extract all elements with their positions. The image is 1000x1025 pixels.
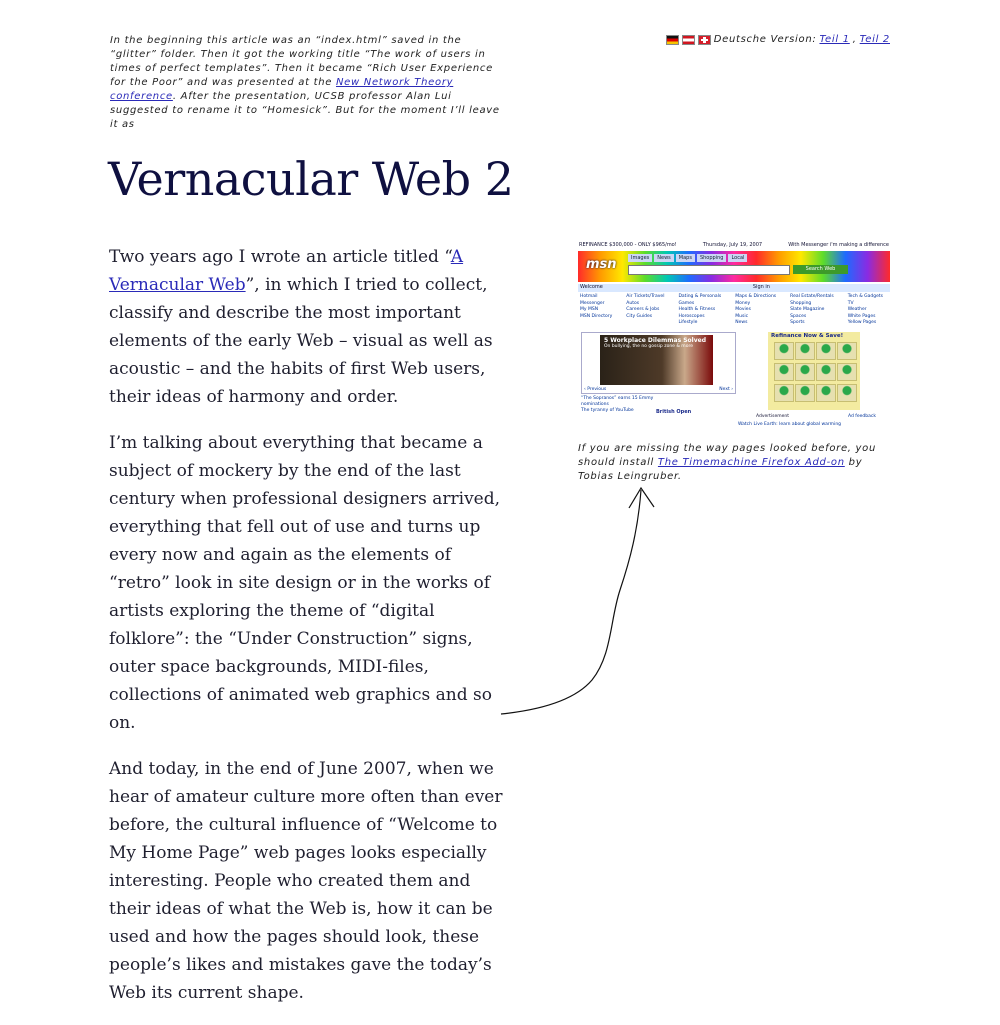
ad-tile <box>816 384 836 402</box>
caption-text-1: If you are missing the way pages looked before, you should install <box>578 443 877 468</box>
msn-link: Music <box>735 313 749 319</box>
msn-nav-item: Shopping <box>697 254 726 262</box>
msn-nav-item: Images <box>628 254 652 262</box>
intro-note <box>110 34 505 132</box>
msn-link: Dating & Personals <box>678 294 722 299</box>
intro-text-1: In the beginning this article was an “index.html” saved in the “glitter” folder. Then it got the working title “The work of users in times of perfect templates”. Then it became “Rich User Experience for the Poor” and was presented at the <box>110 35 493 88</box>
msn-news-item: “The Sopranos” earns 15 Emmy nominations <box>581 396 654 407</box>
msn-col-5 <box>790 294 834 327</box>
msn-promo-sub: On bullying, the no gossip zone & more <box>604 344 693 349</box>
page-title: Vernacular Web 2 <box>108 152 514 206</box>
german-part-1-link[interactable]: Teil 1 <box>819 34 850 45</box>
ad-tile <box>795 363 815 381</box>
msn-link-columns <box>578 292 890 329</box>
msn-nav-item: News <box>654 254 674 262</box>
msn-link: TV <box>847 300 854 306</box>
msn-link: Slate Magazine <box>790 307 825 312</box>
msn-link: My MSN <box>580 307 599 312</box>
msn-sign-in: Sign in <box>752 284 770 290</box>
msn-col-6 <box>848 294 883 327</box>
msn-link: Tech & Gadgets <box>847 294 883 299</box>
msn-nav <box>628 254 747 262</box>
msn-link: Weather <box>847 307 867 312</box>
germany-flag-icon <box>666 35 679 45</box>
arrow-head <box>629 488 654 508</box>
msn-rainbow-header <box>578 251 890 282</box>
austria-flag-icon <box>682 35 695 45</box>
ad-tile <box>816 342 836 360</box>
msn-link: Hotmail <box>580 294 598 299</box>
paragraph-1-text-a: Two years ago I wrote an article titled “ <box>109 247 451 267</box>
msn-prev: ‹ Previous <box>584 387 607 392</box>
msn-ad-feedback: Ad feedback <box>848 414 876 419</box>
msn-link: Movies <box>735 307 751 312</box>
msn-news-item: The tyranny of YouTube <box>581 408 634 413</box>
caption-text-2: by Tobias Leingruber. <box>578 457 863 482</box>
article-body <box>109 243 504 1025</box>
msn-link: Lifestyle <box>678 320 698 325</box>
msn-ad-grid <box>768 340 860 404</box>
msn-link: City Guides <box>626 313 653 319</box>
msn-nav-item: Local <box>728 254 747 262</box>
msn-promo <box>581 332 736 394</box>
ad-tile <box>774 363 794 381</box>
msn-logo: msn <box>586 257 617 272</box>
msn-link: Real Estate/Rentals <box>790 294 834 299</box>
switzerland-flag-icon <box>698 35 711 45</box>
ad-tile <box>837 342 857 360</box>
msn-link: Maps & Directions <box>735 294 777 299</box>
msn-british-open <box>656 398 716 428</box>
msn-link: Careers & Jobs <box>626 307 660 312</box>
ad-tile <box>795 384 815 402</box>
msn-ad-title: Refinance Now & Save! <box>771 333 844 339</box>
msn-british-open-label: British Open <box>656 409 692 415</box>
arrow-line <box>501 490 641 714</box>
msn-welcome: Welcome <box>580 284 603 290</box>
msn-link: Air Tickets/Travel <box>626 294 665 299</box>
new-network-theory-link[interactable]: New Network Theory conference <box>110 77 454 102</box>
msn-link: Spaces <box>790 313 807 319</box>
msn-topbar-date: Thursday, July 19, 2007 <box>702 242 763 248</box>
ad-tile <box>837 384 857 402</box>
msn-nav-item: Maps <box>676 254 695 262</box>
msn-ad <box>768 332 860 410</box>
msn-search-box <box>628 265 790 275</box>
msn-col-4 <box>735 294 776 327</box>
vernacular-web-link[interactable]: A Vernacular Web <box>109 247 464 295</box>
language-label: Deutsche Version: <box>713 34 817 45</box>
language-separator: , <box>852 34 857 45</box>
ad-tile <box>837 363 857 381</box>
paragraph-3: And today, in the end of June 2007, when we hear of amateur culture more often than ever before, the cultural influence of “Welcome to My Home Page” web pages looks especially interesting. People who created them and their ideas of what the Web is, how it can be used and how the pages should look, these people’s likes and mistakes gave the today’s Web its current shape. <box>109 759 503 1003</box>
msn-link: Shopping <box>790 300 812 306</box>
timemachine-addon-link[interactable]: The Timemachine Firefox Add-on <box>657 457 845 468</box>
msn-link: Messenger <box>580 300 605 306</box>
msn-news <box>581 396 656 414</box>
language-switcher <box>666 34 890 45</box>
msn-link: MSN Directory <box>580 313 613 319</box>
msn-link: Health & Fitness <box>678 307 716 312</box>
msn-topbar <box>578 242 890 251</box>
ad-tile <box>774 384 794 402</box>
msn-search-button: Search Web <box>793 265 848 274</box>
msn-promo-title: 5 Workplace Dilemmas Solved <box>604 337 707 344</box>
msn-col-3 <box>678 294 721 327</box>
msn-col-1 <box>580 294 612 327</box>
msn-topbar-left: REFINANCE $300,000 - ONLY $965/mo! <box>579 242 677 248</box>
intro-text-2: . After the presentation, UCSB professor Alan Lui suggested to rename it to “Homesick”. But for the moment I’ll leave it as <box>110 91 500 130</box>
ad-tile <box>774 342 794 360</box>
msn-link: Money <box>735 300 751 306</box>
msn-screenshot <box>578 242 890 433</box>
msn-link: News <box>735 320 748 325</box>
msn-link: Games <box>678 300 695 306</box>
ad-tile <box>816 363 836 381</box>
msn-link: Sports <box>790 320 805 325</box>
paragraph-2: I’m talking about everything that became a subject of mockery by the end of the last century when professional designers arrived, everything that fell out of use and turns up every now and again as the elements of “retro” look in site design or in the works of artists exploring the theme of “digital folklore”: the “Under Construction” signs, outer space backgrounds, MIDI-files, collections of animated web graphics and so on. <box>109 433 501 733</box>
msn-link: Yellow Pages <box>847 320 877 325</box>
msn-welcome-bar <box>578 284 890 292</box>
msn-link: Autos <box>626 300 640 306</box>
msn-promo-caption <box>604 337 706 350</box>
paragraph-1 <box>109 243 504 411</box>
ad-tile <box>795 342 815 360</box>
msn-advertisement-label: Advertisement <box>756 414 790 419</box>
msn-link: White Pages <box>847 313 876 319</box>
screenshot-caption <box>578 442 878 484</box>
msn-bottom-link: Watch Live Earth: learn about global warming <box>738 422 842 427</box>
msn-link: Horoscopes <box>678 313 705 319</box>
german-part-2-link[interactable]: Teil 2 <box>859 34 890 45</box>
msn-next: Next › <box>719 387 733 392</box>
paragraph-1-text-b: ”, in which I tried to collect, classify and describe the most important elements of the early Web – visual as well as acoustic – and the habits of first Web users, their ideas of harmony and order. <box>109 275 493 407</box>
msn-col-2 <box>626 294 664 327</box>
msn-topbar-right: With Messenger i'm making a difference <box>788 242 889 248</box>
